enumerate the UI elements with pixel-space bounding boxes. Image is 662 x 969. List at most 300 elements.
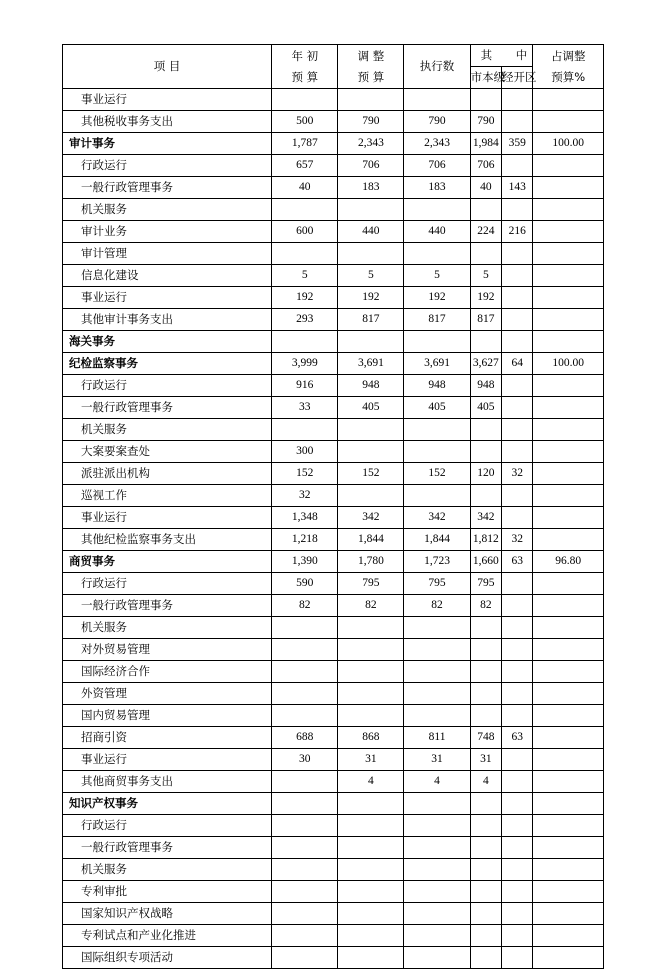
cell-dev-zone [502, 925, 533, 947]
cell-pct [533, 595, 604, 617]
cell-executed: 31 [404, 749, 470, 771]
cell-dev-zone [502, 903, 533, 925]
cell-executed [404, 89, 470, 111]
cell-city-level [470, 705, 501, 727]
cell-executed: 1,723 [404, 551, 470, 573]
row-item-label: 外资管理 [63, 683, 272, 705]
cell-dev-zone [502, 749, 533, 771]
cell-executed: 342 [404, 507, 470, 529]
cell-adjusted-budget [338, 89, 404, 111]
cell-dev-zone [502, 375, 533, 397]
cell-executed [404, 617, 470, 639]
cell-pct [533, 441, 604, 463]
table-row [63, 661, 604, 683]
table-row [63, 331, 604, 353]
cell-executed: 4 [404, 771, 470, 793]
row-item-label: 派驻派出机构 [63, 463, 272, 485]
cell-adjusted-budget [338, 881, 404, 903]
table-row [63, 133, 604, 155]
cell-executed [404, 925, 470, 947]
cell-adjusted-budget [338, 243, 404, 265]
cell-dev-zone [502, 507, 533, 529]
cell-initial-budget: 1,787 [272, 133, 338, 155]
cell-pct [533, 947, 604, 969]
table-row [63, 441, 604, 463]
cell-initial-budget [272, 243, 338, 265]
cell-pct [533, 111, 604, 133]
row-item-label: 其他纪检监察事务支出 [63, 529, 272, 551]
table-row [63, 793, 604, 815]
cell-executed [404, 947, 470, 969]
table-row [63, 859, 604, 881]
cell-dev-zone [502, 815, 533, 837]
cell-adjusted-budget [338, 331, 404, 353]
cell-pct [533, 177, 604, 199]
cell-adjusted-budget: 405 [338, 397, 404, 419]
cell-initial-budget [272, 419, 338, 441]
cell-city-level [470, 859, 501, 881]
table-row [63, 353, 604, 375]
table-row [63, 397, 604, 419]
cell-initial-budget: 590 [272, 573, 338, 595]
cell-adjusted-budget [338, 903, 404, 925]
cell-adjusted-budget [338, 947, 404, 969]
cell-dev-zone [502, 287, 533, 309]
cell-executed [404, 705, 470, 727]
cell-initial-budget: 688 [272, 727, 338, 749]
cell-initial-budget [272, 947, 338, 969]
cell-pct [533, 155, 604, 177]
table-row [63, 837, 604, 859]
cell-dev-zone [502, 309, 533, 331]
cell-initial-budget: 32 [272, 485, 338, 507]
cell-adjusted-budget: 82 [338, 595, 404, 617]
cell-executed [404, 683, 470, 705]
table-row [63, 617, 604, 639]
cell-city-level: 817 [470, 309, 501, 331]
table-body [63, 89, 604, 969]
cell-adjusted-budget: 4 [338, 771, 404, 793]
cell-pct [533, 683, 604, 705]
header-pct-of-adjusted [533, 45, 604, 89]
row-item-label: 国内贸易管理 [63, 705, 272, 727]
cell-dev-zone [502, 595, 533, 617]
cell-initial-budget: 916 [272, 375, 338, 397]
row-item-label: 巡视工作 [63, 485, 272, 507]
cell-dev-zone: 359 [502, 133, 533, 155]
cell-initial-budget: 300 [272, 441, 338, 463]
cell-pct [533, 815, 604, 837]
table-row [63, 155, 604, 177]
cell-city-level: 706 [470, 155, 501, 177]
table-row [63, 683, 604, 705]
table-row [63, 925, 604, 947]
header-adjusted-budget-line2: 预 算 [357, 69, 385, 84]
row-item-label: 行政运行 [63, 573, 272, 595]
cell-adjusted-budget [338, 617, 404, 639]
header-pct-line1: 占调整 [550, 48, 586, 63]
header-city-level-label: 市本级 [470, 70, 506, 84]
cell-pct [533, 837, 604, 859]
row-item-label: 行政运行 [63, 155, 272, 177]
row-item-label: 事业运行 [63, 507, 272, 529]
cell-pct [533, 903, 604, 925]
row-item-label: 国际组织专项活动 [63, 947, 272, 969]
cell-pct [533, 397, 604, 419]
cell-executed [404, 837, 470, 859]
cell-adjusted-budget: 2,343 [338, 133, 404, 155]
cell-pct [533, 573, 604, 595]
cell-city-level: 40 [470, 177, 501, 199]
table-row [63, 485, 604, 507]
cell-adjusted-budget: 5 [338, 265, 404, 287]
cell-dev-zone [502, 89, 533, 111]
cell-initial-budget [272, 705, 338, 727]
cell-dev-zone [502, 199, 533, 221]
cell-city-level [470, 947, 501, 969]
cell-initial-budget: 33 [272, 397, 338, 419]
cell-adjusted-budget: 31 [338, 749, 404, 771]
header-initial-budget [272, 45, 338, 89]
cell-executed: 948 [404, 375, 470, 397]
cell-initial-budget [272, 89, 338, 111]
table-row [63, 89, 604, 111]
table-row [63, 771, 604, 793]
row-item-label: 大案要案查处 [63, 441, 272, 463]
cell-city-level [470, 419, 501, 441]
cell-city-level [470, 793, 501, 815]
row-item-label: 专利审批 [63, 881, 272, 903]
cell-dev-zone [502, 397, 533, 419]
cell-city-level: 1,984 [470, 133, 501, 155]
cell-pct [533, 221, 604, 243]
cell-executed: 706 [404, 155, 470, 177]
cell-city-level: 31 [470, 749, 501, 771]
cell-city-level [470, 617, 501, 639]
row-item-label: 审计业务 [63, 221, 272, 243]
cell-executed: 795 [404, 573, 470, 595]
cell-pct: 100.00 [533, 133, 604, 155]
cell-executed: 5 [404, 265, 470, 287]
cell-adjusted-budget [338, 815, 404, 837]
table-row [63, 419, 604, 441]
row-item-label: 一般行政管理事务 [63, 595, 272, 617]
header-dev-zone [502, 67, 537, 89]
cell-initial-budget: 40 [272, 177, 338, 199]
table-row [63, 221, 604, 243]
cell-dev-zone: 32 [502, 463, 533, 485]
cell-adjusted-budget: 183 [338, 177, 404, 199]
cell-dev-zone: 63 [502, 551, 533, 573]
cell-executed [404, 243, 470, 265]
cell-pct [533, 881, 604, 903]
table-row [63, 243, 604, 265]
cell-adjusted-budget [338, 199, 404, 221]
cell-pct [533, 331, 604, 353]
cell-dev-zone: 63 [502, 727, 533, 749]
cell-initial-budget [272, 925, 338, 947]
row-item-label: 行政运行 [63, 375, 272, 397]
header-initial-budget-line2: 预 算 [291, 69, 319, 84]
cell-city-level: 82 [470, 595, 501, 617]
table-row [63, 551, 604, 573]
row-item-label: 知识产权事务 [63, 793, 272, 815]
cell-city-level: 120 [470, 463, 501, 485]
cell-pct [533, 463, 604, 485]
cell-adjusted-budget: 1,780 [338, 551, 404, 573]
cell-initial-budget [272, 815, 338, 837]
cell-initial-budget: 152 [272, 463, 338, 485]
cell-pct [533, 485, 604, 507]
cell-executed [404, 859, 470, 881]
cell-adjusted-budget: 440 [338, 221, 404, 243]
row-item-label: 招商引资 [63, 727, 272, 749]
cell-executed: 405 [404, 397, 470, 419]
cell-city-level [470, 815, 501, 837]
cell-dev-zone [502, 859, 533, 881]
cell-pct [533, 639, 604, 661]
cell-dev-zone [502, 441, 533, 463]
cell-executed: 1,844 [404, 529, 470, 551]
cell-city-level [470, 485, 501, 507]
row-item-label: 一般行政管理事务 [63, 177, 272, 199]
cell-executed: 790 [404, 111, 470, 133]
row-item-label: 其他税收事务支出 [63, 111, 272, 133]
cell-adjusted-budget: 152 [338, 463, 404, 485]
cell-pct [533, 199, 604, 221]
row-item-label: 专利试点和产业化推进 [63, 925, 272, 947]
cell-adjusted-budget [338, 485, 404, 507]
cell-city-level [470, 441, 501, 463]
cell-city-level [470, 925, 501, 947]
cell-executed [404, 485, 470, 507]
row-item-label: 行政运行 [63, 815, 272, 837]
cell-city-level [470, 331, 501, 353]
table-row [63, 573, 604, 595]
cell-adjusted-budget: 795 [338, 573, 404, 595]
cell-pct [533, 771, 604, 793]
table-header [63, 45, 604, 89]
cell-pct: 100.00 [533, 353, 604, 375]
header-initial-budget-line1: 年 初 [291, 48, 319, 63]
row-item-label: 事业运行 [63, 287, 272, 309]
table-row [63, 947, 604, 969]
row-item-label: 审计事务 [63, 133, 272, 155]
cell-adjusted-budget: 706 [338, 155, 404, 177]
cell-dev-zone [502, 617, 533, 639]
cell-pct [533, 89, 604, 111]
row-item-label: 国际经济合作 [63, 661, 272, 683]
cell-pct [533, 727, 604, 749]
cell-adjusted-budget: 868 [338, 727, 404, 749]
cell-city-level: 795 [470, 573, 501, 595]
table-row [63, 111, 604, 133]
cell-pct [533, 507, 604, 529]
budget-table [62, 44, 604, 969]
cell-adjusted-budget: 948 [338, 375, 404, 397]
header-adjusted-budget [338, 45, 404, 89]
table-row [63, 375, 604, 397]
cell-city-level: 3,627 [470, 353, 501, 375]
cell-adjusted-budget [338, 705, 404, 727]
cell-adjusted-budget [338, 683, 404, 705]
cell-executed [404, 441, 470, 463]
row-item-label: 对外贸易管理 [63, 639, 272, 661]
table-row [63, 177, 604, 199]
row-item-label: 其他商贸事务支出 [63, 771, 272, 793]
cell-executed [404, 331, 470, 353]
cell-city-level [470, 881, 501, 903]
cell-city-level: 224 [470, 221, 501, 243]
table-row [63, 529, 604, 551]
row-item-label: 信息化建设 [63, 265, 272, 287]
table-row [63, 199, 604, 221]
cell-initial-budget: 1,218 [272, 529, 338, 551]
cell-dev-zone: 216 [502, 221, 533, 243]
header-executed-label: 执行数 [419, 59, 455, 73]
cell-city-level: 192 [470, 287, 501, 309]
cell-adjusted-budget: 790 [338, 111, 404, 133]
cell-initial-budget [272, 199, 338, 221]
cell-city-level: 4 [470, 771, 501, 793]
cell-city-level [470, 661, 501, 683]
cell-adjusted-budget: 1,844 [338, 529, 404, 551]
table-row [63, 287, 604, 309]
cell-initial-budget: 500 [272, 111, 338, 133]
cell-dev-zone: 32 [502, 529, 533, 551]
header-city-level [470, 67, 506, 89]
cell-executed [404, 419, 470, 441]
table-row [63, 639, 604, 661]
cell-pct [533, 243, 604, 265]
cell-adjusted-budget [338, 925, 404, 947]
cell-adjusted-budget [338, 639, 404, 661]
cell-adjusted-budget: 817 [338, 309, 404, 331]
cell-city-level [470, 199, 501, 221]
row-item-label: 一般行政管理事务 [63, 837, 272, 859]
cell-initial-budget [272, 331, 338, 353]
cell-executed: 2,343 [404, 133, 470, 155]
cell-city-level [470, 837, 501, 859]
cell-executed [404, 815, 470, 837]
cell-city-level: 748 [470, 727, 501, 749]
table-row [63, 265, 604, 287]
cell-dev-zone: 143 [502, 177, 533, 199]
table-row [63, 903, 604, 925]
cell-initial-budget: 82 [272, 595, 338, 617]
header-of-which-label: 其 中 [480, 48, 538, 62]
cell-pct [533, 705, 604, 727]
cell-pct [533, 859, 604, 881]
cell-dev-zone [502, 881, 533, 903]
cell-initial-budget [272, 793, 338, 815]
row-item-label: 国家知识产权战略 [63, 903, 272, 925]
cell-executed [404, 793, 470, 815]
row-item-label: 纪检监察事务 [63, 353, 272, 375]
cell-executed [404, 881, 470, 903]
header-row-1 [63, 45, 604, 67]
cell-pct [533, 309, 604, 331]
cell-pct: 96.80 [533, 551, 604, 573]
cell-pct [533, 793, 604, 815]
cell-adjusted-budget: 192 [338, 287, 404, 309]
header-item [63, 45, 272, 89]
cell-initial-budget [272, 837, 338, 859]
cell-pct [533, 419, 604, 441]
table-row [63, 507, 604, 529]
row-item-label: 机关服务 [63, 859, 272, 881]
cell-city-level [470, 639, 501, 661]
header-executed [404, 45, 470, 89]
cell-initial-budget: 3,999 [272, 353, 338, 375]
cell-dev-zone [502, 661, 533, 683]
cell-dev-zone [502, 243, 533, 265]
cell-city-level: 405 [470, 397, 501, 419]
cell-executed [404, 661, 470, 683]
row-item-label: 审计管理 [63, 243, 272, 265]
cell-executed [404, 903, 470, 925]
cell-executed: 817 [404, 309, 470, 331]
cell-adjusted-budget [338, 419, 404, 441]
cell-initial-budget: 600 [272, 221, 338, 243]
header-adjusted-budget-line1: 调 整 [357, 48, 385, 63]
cell-initial-budget [272, 683, 338, 705]
cell-executed: 82 [404, 595, 470, 617]
cell-initial-budget: 30 [272, 749, 338, 771]
cell-initial-budget [272, 903, 338, 925]
cell-adjusted-budget [338, 859, 404, 881]
header-of-which [470, 45, 538, 67]
row-item-label: 机关服务 [63, 199, 272, 221]
table-row [63, 463, 604, 485]
row-item-label: 商贸事务 [63, 551, 272, 573]
table-row [63, 727, 604, 749]
cell-city-level [470, 89, 501, 111]
cell-adjusted-budget [338, 441, 404, 463]
row-item-label: 事业运行 [63, 749, 272, 771]
cell-city-level: 1,812 [470, 529, 501, 551]
table-row [63, 595, 604, 617]
cell-adjusted-budget [338, 661, 404, 683]
cell-adjusted-budget [338, 793, 404, 815]
cell-pct [533, 661, 604, 683]
cell-initial-budget [272, 639, 338, 661]
table-row [63, 705, 604, 727]
cell-executed: 811 [404, 727, 470, 749]
cell-executed: 3,691 [404, 353, 470, 375]
cell-initial-budget: 1,348 [272, 507, 338, 529]
cell-executed: 183 [404, 177, 470, 199]
cell-dev-zone [502, 111, 533, 133]
cell-initial-budget: 192 [272, 287, 338, 309]
cell-pct [533, 529, 604, 551]
cell-initial-budget: 657 [272, 155, 338, 177]
row-item-label: 事业运行 [63, 89, 272, 111]
cell-executed: 152 [404, 463, 470, 485]
cell-pct [533, 375, 604, 397]
cell-adjusted-budget: 3,691 [338, 353, 404, 375]
cell-initial-budget: 1,390 [272, 551, 338, 573]
cell-city-level: 790 [470, 111, 501, 133]
cell-initial-budget [272, 771, 338, 793]
cell-city-level [470, 903, 501, 925]
row-item-label: 海关事务 [63, 331, 272, 353]
cell-executed [404, 199, 470, 221]
cell-dev-zone [502, 573, 533, 595]
cell-dev-zone [502, 155, 533, 177]
cell-dev-zone [502, 793, 533, 815]
cell-city-level: 948 [470, 375, 501, 397]
